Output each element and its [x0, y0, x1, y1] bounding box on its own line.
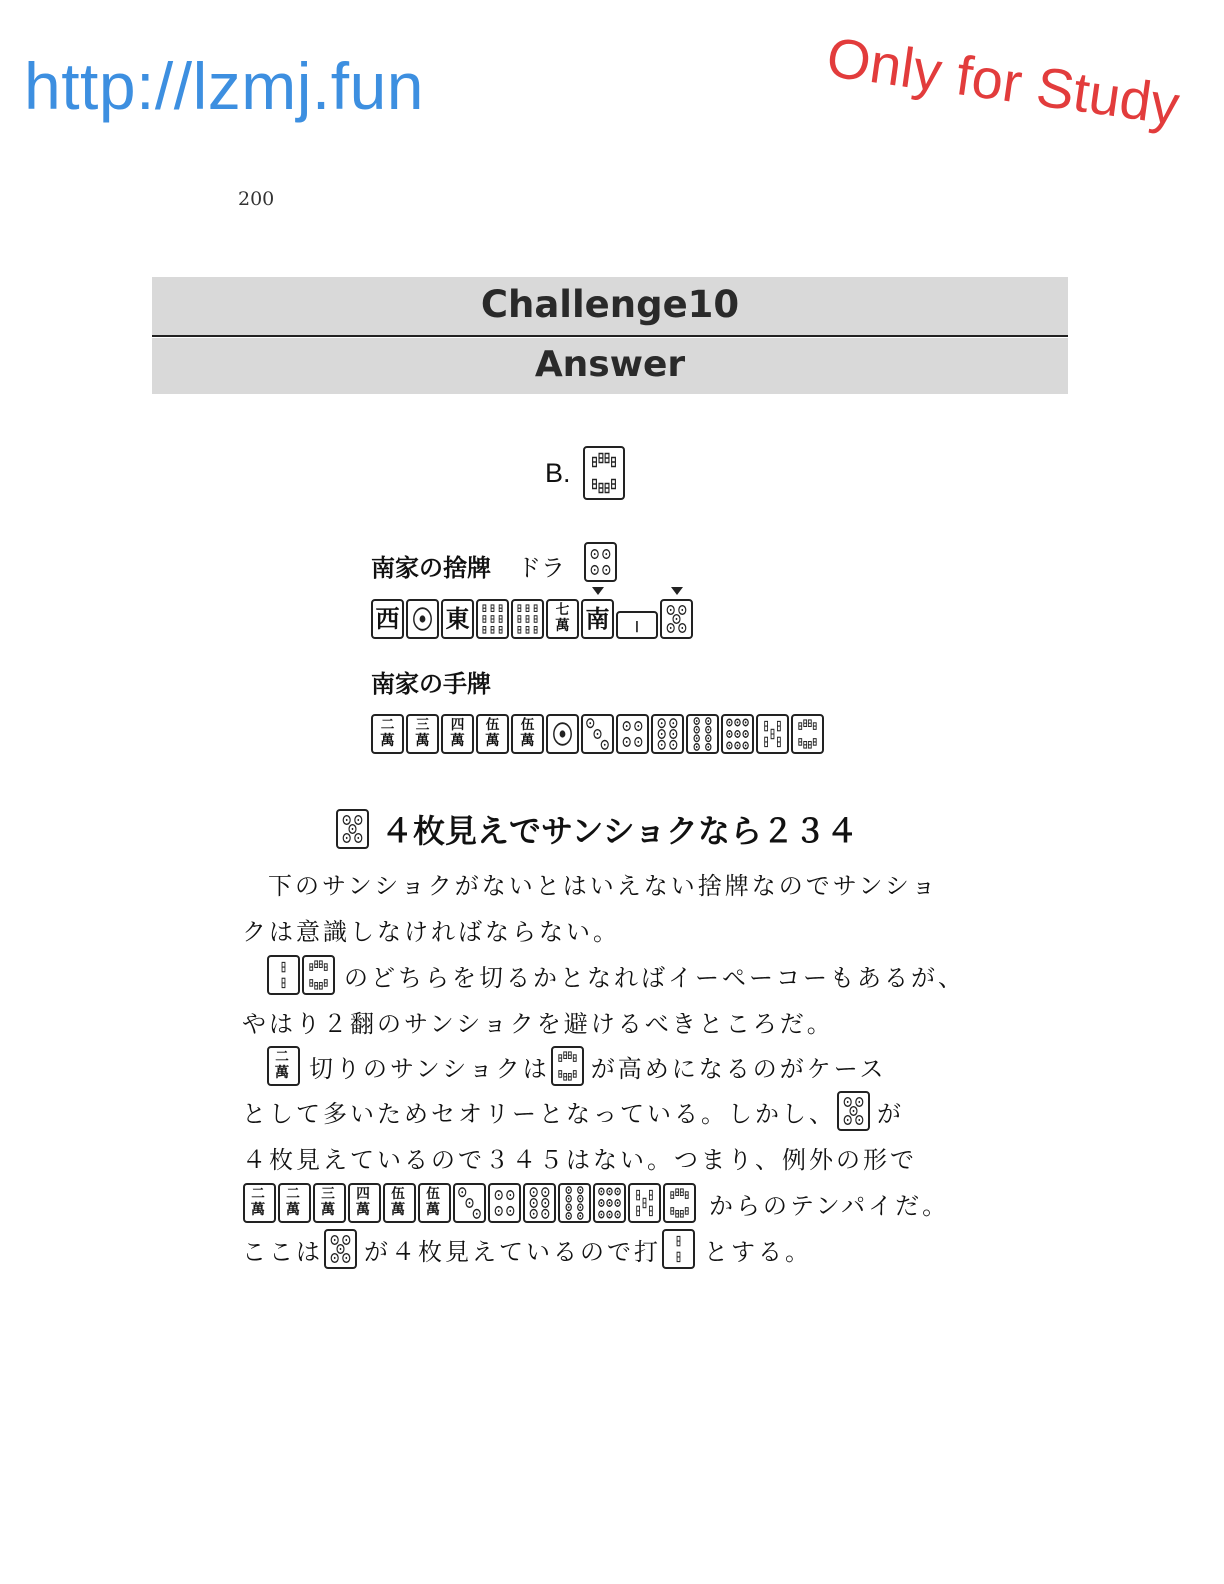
riichi-marker-icon — [592, 587, 604, 595]
tile-number: 伍 — [426, 1186, 443, 1202]
tile-slot — [546, 599, 580, 639]
man-tile — [441, 714, 474, 754]
tile-slot — [791, 714, 825, 754]
5-pin-icon — [324, 1229, 357, 1269]
tile-slot — [660, 599, 694, 639]
hand-row — [371, 714, 826, 754]
tile-number: 三 — [321, 1186, 338, 1202]
man-tile — [406, 714, 439, 754]
paragraph-3-line-4 — [242, 1180, 949, 1226]
discards-label — [371, 548, 565, 583]
9-pin-icon — [593, 1183, 626, 1223]
text: が — [877, 1099, 904, 1128]
tile-character: 南 — [585, 604, 610, 633]
tile-suit: 萬 — [250, 1200, 269, 1218]
2-man-icon — [267, 1046, 300, 1086]
9-pin-icon — [721, 714, 754, 754]
6-pin-icon — [651, 714, 684, 754]
4-pin-icon — [616, 714, 649, 754]
tile-number: 伍 — [391, 1186, 408, 1202]
man-tile — [243, 1183, 276, 1223]
tile-slot — [476, 714, 510, 754]
man-tile — [348, 1183, 381, 1223]
tile-number: 三 — [415, 717, 430, 733]
tile-slot — [686, 714, 720, 754]
tile-slot — [721, 714, 755, 754]
tile-suit: 萬 — [425, 1200, 444, 1218]
5-sou-icon — [628, 1183, 661, 1223]
8-pin-icon — [686, 714, 719, 754]
5-pin-icon — [336, 809, 369, 849]
5-pin-icon — [660, 599, 693, 639]
tile-slot — [546, 714, 580, 754]
tile-slot — [441, 714, 475, 754]
tile-slot — [371, 599, 405, 639]
text: からのテンパイだ。 — [709, 1191, 950, 1220]
man-tile — [278, 1183, 311, 1223]
riichi-marker-icon — [671, 587, 683, 595]
5-pin-icon — [837, 1091, 870, 1131]
text: 下のサンショクがないとはいえない捨牌なのでサンショ — [268, 871, 939, 900]
page-number: 200 — [238, 188, 275, 210]
man-tile — [418, 1183, 451, 1223]
tile-suit: 萬 — [485, 731, 500, 749]
paragraph-3-line-5 — [242, 1226, 812, 1272]
text: やはり２翻のサンショクを避けるべきところだ。 — [242, 1009, 834, 1038]
text: とする。 — [704, 1237, 812, 1266]
discard-row — [371, 599, 695, 639]
honor-tile — [581, 599, 614, 639]
text: として多いためセオリーとなっている。しかし、 — [242, 1099, 836, 1128]
tile-number: 四 — [356, 1186, 373, 1202]
3-pin-icon — [453, 1183, 486, 1223]
man-tile — [313, 1183, 346, 1223]
text: ここは — [242, 1237, 323, 1266]
2-sou-icon — [267, 955, 300, 995]
tile-character: 東 — [445, 604, 470, 633]
tile-number: 七 — [555, 602, 570, 618]
8-pin-icon — [558, 1183, 591, 1223]
watermark-study: Only for Study — [823, 24, 1184, 137]
answer-subtitle: Answer — [152, 338, 1068, 394]
tile-number: 二 — [275, 1049, 292, 1065]
8-sou-icon — [791, 714, 824, 754]
tile-number: 二 — [380, 717, 395, 733]
5-sou-icon — [756, 714, 789, 754]
tile-suit: 萬 — [380, 731, 395, 749]
hand-label: 南家の手牌 — [371, 670, 491, 698]
man-tile — [383, 1183, 416, 1223]
1-sou-icon — [616, 611, 658, 639]
paragraph-3-line-3 — [242, 1134, 917, 1180]
honor-tile — [441, 599, 474, 639]
tile-suit: 萬 — [320, 1200, 339, 1218]
challenge-title: Challenge10 — [152, 277, 1068, 337]
tile-number: 伍 — [520, 717, 535, 733]
paragraph-2-line-2 — [242, 998, 834, 1044]
tile-suit: 萬 — [355, 1200, 374, 1218]
tile-number: 二 — [286, 1186, 303, 1202]
text: 切りのサンショクは — [309, 1054, 550, 1083]
svg-text:|: | — [633, 618, 641, 633]
3-pin-icon — [581, 714, 614, 754]
tile-slot — [756, 714, 790, 754]
tile-suit: 萬 — [274, 1063, 293, 1081]
tile-slot — [406, 714, 440, 754]
6-pin-icon — [523, 1183, 556, 1223]
paragraph-1-line-2 — [242, 906, 620, 952]
tile-slot — [581, 599, 615, 639]
8-sou-icon — [663, 1183, 696, 1223]
2-sou-icon — [662, 1229, 695, 1269]
text: が４枚見えているので打 — [364, 1237, 661, 1266]
paragraph-3-line-2 — [242, 1088, 904, 1134]
paragraph-2-line-1 — [266, 952, 965, 998]
text: が高めになるのがケース — [590, 1054, 887, 1083]
tile-number: 四 — [450, 717, 465, 733]
4-pin-icon — [584, 542, 617, 582]
tile-slot — [616, 611, 659, 639]
man-tile — [371, 714, 404, 754]
tile-suit: 萬 — [390, 1200, 409, 1218]
tile-number: 二 — [251, 1186, 268, 1202]
tile-suit: 萬 — [450, 731, 465, 749]
tile-number: 伍 — [485, 717, 500, 733]
honor-tile — [371, 599, 404, 639]
tile-slot — [406, 599, 440, 639]
paragraph-3-line-1 — [266, 1043, 887, 1089]
8-sou-icon — [302, 955, 335, 995]
1-pin-icon — [406, 599, 439, 639]
text: のどちらを切るかとなればイーペーコーもあるが、 — [344, 963, 965, 992]
8-sou-icon — [551, 1046, 584, 1086]
man-tile — [511, 714, 544, 754]
tile-slot — [651, 714, 685, 754]
man-tile — [546, 599, 579, 639]
paragraph-1-line-1 — [268, 860, 938, 906]
discards-label-text: 南家の捨牌 — [371, 554, 491, 582]
tile-suit: 萬 — [285, 1200, 304, 1218]
tenpai-hand — [242, 1183, 697, 1223]
tile-suit: 萬 — [520, 731, 535, 749]
1-pin-icon — [546, 714, 579, 754]
section-heading — [336, 806, 858, 852]
answer-line — [545, 446, 625, 500]
9-sou-icon — [511, 599, 544, 639]
tile-slot — [511, 599, 545, 639]
tile-character: 西 — [375, 604, 400, 633]
answer-label: B. — [545, 457, 571, 488]
tile-slot — [476, 599, 510, 639]
4-pin-icon — [488, 1183, 521, 1223]
man-tile — [476, 714, 509, 754]
dora-label: ドラ — [517, 554, 565, 582]
tile-slot — [441, 599, 475, 639]
tile-suit: 萬 — [415, 731, 430, 749]
watermark-url: http://lzmj.fun — [24, 49, 424, 123]
9-sou-icon — [476, 599, 509, 639]
tile-slot — [511, 714, 545, 754]
8-sou-icon — [583, 446, 625, 500]
tile-slot — [581, 714, 615, 754]
tile-slot — [371, 714, 405, 754]
tile-suit: 萬 — [555, 616, 570, 634]
tile-slot — [616, 714, 650, 754]
text: クは意識しなければならない。 — [242, 917, 620, 946]
text: ４枚見えているので３４５はない。つまり、例外の形で — [242, 1145, 917, 1174]
section-heading-text: ４枚見えでサンショクなら２３４ — [381, 812, 858, 850]
